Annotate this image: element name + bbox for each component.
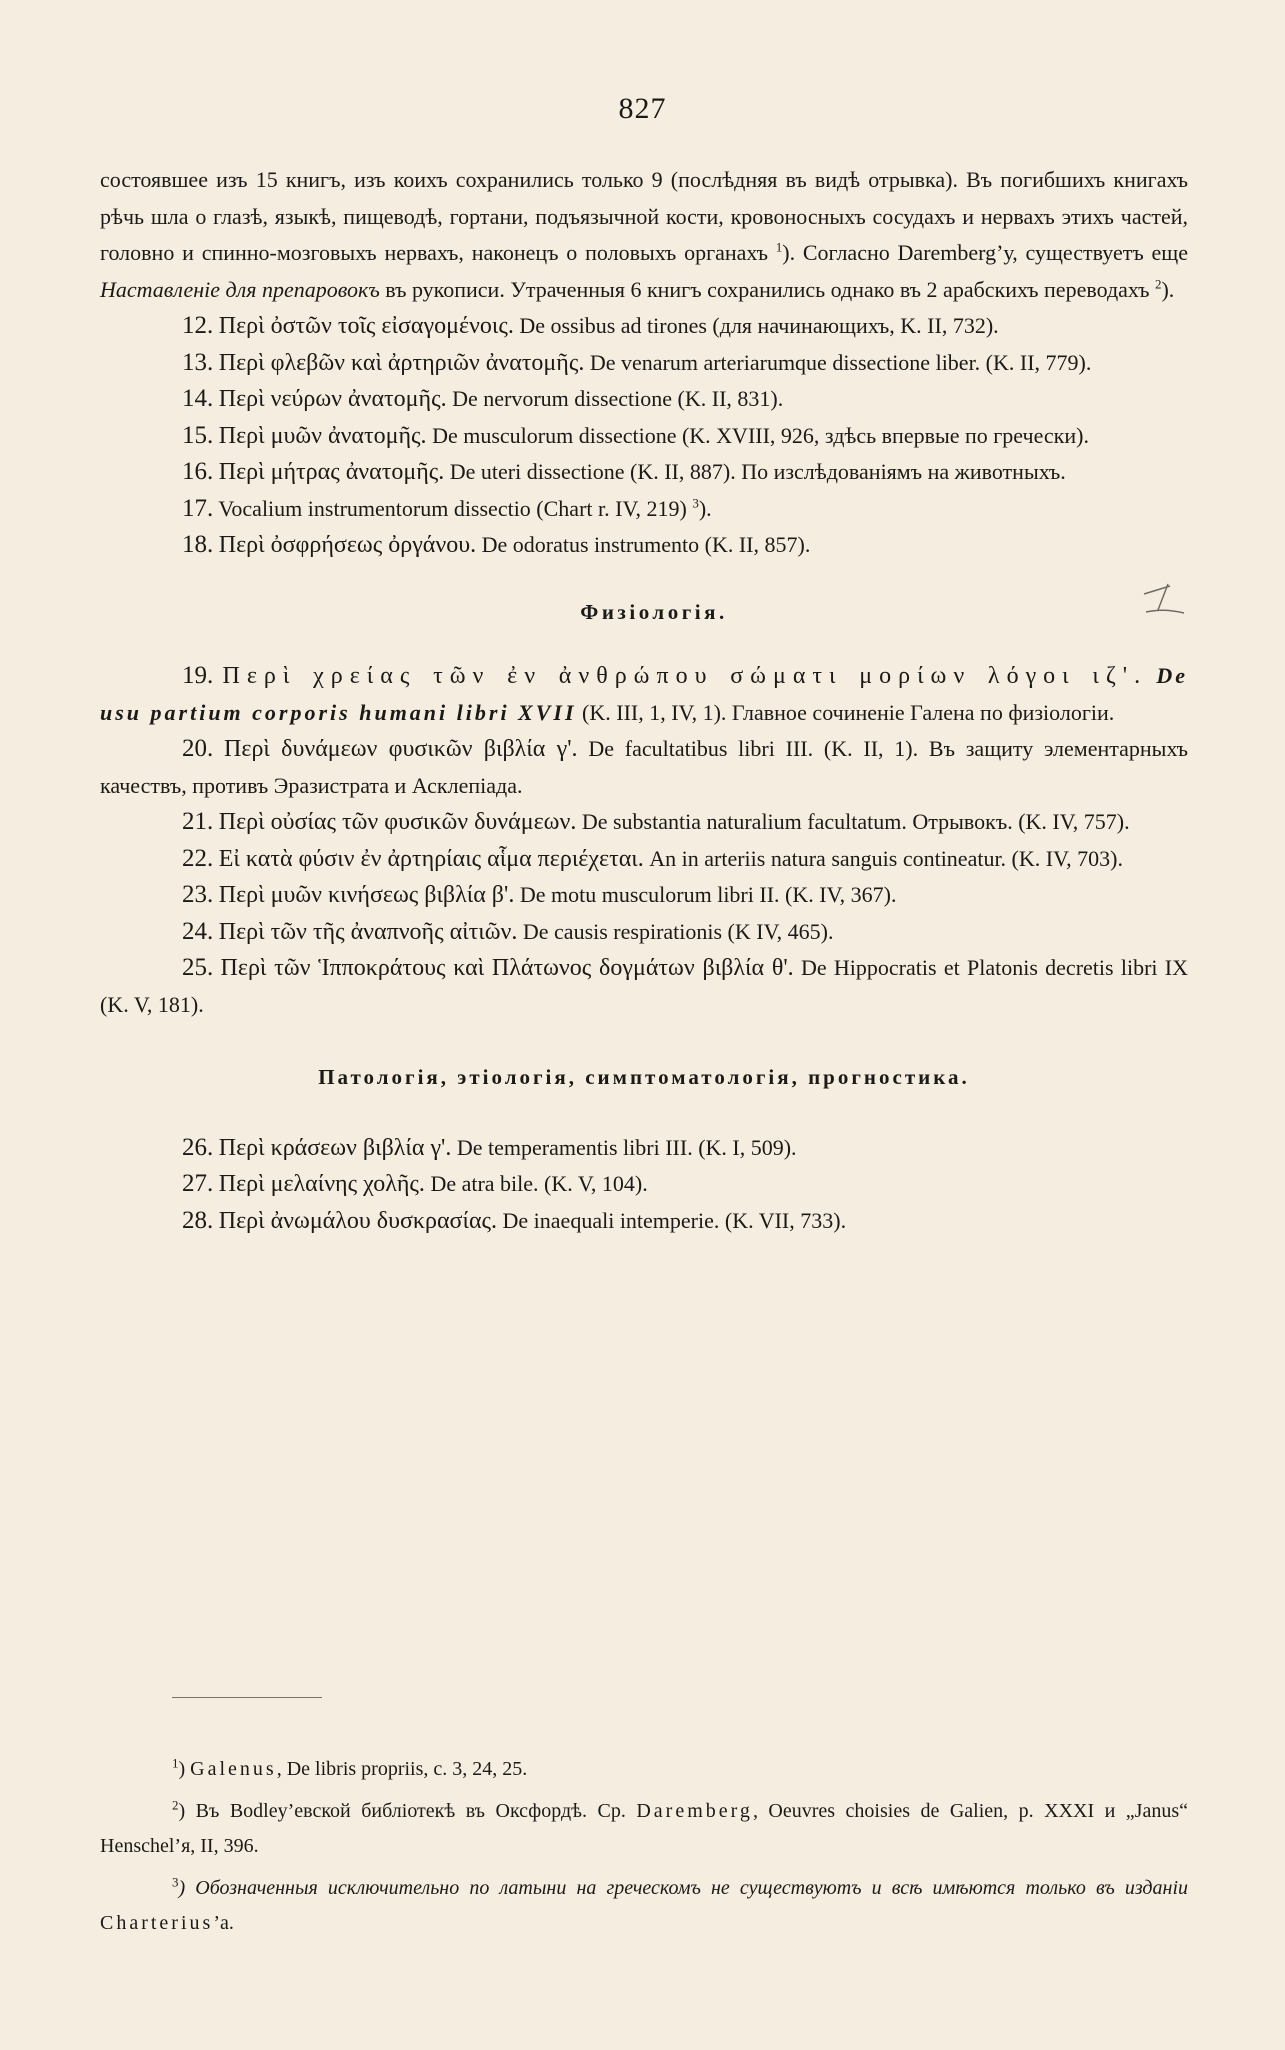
page-number: 827 bbox=[618, 92, 667, 125]
latin-title: De odoratus instrumento (K. II, 857). bbox=[481, 532, 811, 557]
entry-26: 26. Περὶ κράσεων βιβλία γ'. De temperamentis libri III. (K. I, 509). bbox=[182, 1133, 797, 1161]
latin-title: De usu partium corporis humani libri XVII bbox=[100, 663, 1189, 725]
entry-14: 14. Περὶ νεύρων ἀνατομῆς. De nervorum dissectione (K. II, 831). bbox=[182, 385, 784, 412]
latin-title: An in arteriis natura sanguis contineatur. (K. IV, 703). bbox=[649, 845, 1123, 871]
greek-title: Περὶ μήτρας ἀνατομῆς. bbox=[218, 459, 445, 485]
greek-title: Περὶ τῶν τῆς ἀναπνοῆς αἰτιῶν. bbox=[218, 918, 518, 945]
entry-20: 20. Περὶ δυνάμεων φυσικῶν βιβλία γ'. De facultatibus libri III. (K. II, 1). Въ защиту элементарныхъ качествъ, противъ Эразистрата и Асклепіада. bbox=[100, 735, 1189, 798]
greek-title: Περὶ νεύρων ἀνατομῆς. bbox=[218, 386, 447, 412]
latin-title: De motu musculorum libri II. (K. IV, 367). bbox=[519, 882, 897, 907]
latin-title: De ossibus ad tirones (для начинающихъ, K. II, 732). bbox=[519, 313, 999, 338]
latin-title: De musculorum dissectione (K. XVIII, 926, здѣсь впервые по гречески). bbox=[432, 422, 1089, 448]
section-heading-physiology: Физіологія. bbox=[100, 594, 1188, 631]
greek-title: Περὶ κράσεων βιβλία γ'. bbox=[218, 1134, 452, 1161]
footnote-ref-2[interactable]: 2 bbox=[1154, 276, 1162, 292]
greek-title: Περὶ ἀνωμάλου δυσκρασίας. bbox=[218, 1207, 498, 1234]
section-heading-pathology: Патологія, этіологія, симптоматологія, прогностика. bbox=[318, 1065, 970, 1089]
entry-28: 28. Περὶ ἀνωμάλου δυσκρασίας. De inaequali intemperie. (K. VII, 733). bbox=[182, 1206, 847, 1234]
greek-title: Περὶ οὐσίας τῶν φυσικῶν δυνάμεων. bbox=[218, 809, 577, 835]
intro-paragraph: состоявшее изъ 15 книгъ, изъ коихъ сохранились только 9 (послѣдняя въ видѣ отрывка). Въ погибшихъ книгахъ рѣчь шла о глазѣ, языкѣ, пищеводѣ, гортани, подъязычной кости, кровоносныхъ сосудахъ и нервахъ этихъ частей, головно и спинно-мозговыхъ нервахъ, наконецъ о половыхъ органахъ $^1$). Согласно Daremberg’у, существуетъ еще Наставленіе для препаровокъ въ рукописи. Утраченныя 6 книгъ сохранились однако въ 2 арабскихъ переводахъ $^2$). bbox=[100, 167, 1188, 302]
latin-title: De atra bile. (K. V, 104). bbox=[430, 1171, 648, 1196]
greek-title: Περὶ φλεβῶν καὶ ἀρτηριῶν ἀνατομῆς. bbox=[218, 349, 585, 376]
latin-title: De nervorum dissectione (K. II, 831). bbox=[452, 386, 784, 411]
pencil-mark-icon bbox=[1140, 580, 1188, 620]
footnote-3: $^3$) Обозначенныя исключительно по латыни на греческомъ не существуютъ и всѣ имѣются только въ изданіи Charterius’а. bbox=[100, 1874, 1188, 1934]
latin-title: De facultatibus libri III. (K. II, 1). Въ защиту элементарныхъ качествъ, противъ Эразистрата и Асклепіада. bbox=[100, 736, 1189, 798]
entry-21: 21. Περὶ οὐσίας τῶν φυσικῶν δυνάμεων. De substantia naturalium facultatum. Отрывокъ. (K. IV, 757). bbox=[182, 808, 1130, 835]
latin-title: De Hippocratis et Platonis decretis libri IX (K. V, 181). bbox=[100, 955, 1189, 1017]
entry-15: 15. Περὶ μυῶν ἀνατομῆς. De musculorum dissectione (K. XVIII, 926, здѣсь впервые по гречески). bbox=[182, 421, 1089, 449]
latin-title: De uteri dissectione (K. II, 887). По изслѣдованіямъ на животныхъ. bbox=[449, 459, 1066, 484]
entry-19: 19. Περὶ χρείας τῶν ἐν ἀνθρώπου σώματι μορίων λόγοι ιζ'. De usu partium corporis humani libri XVII (K. III, 1, IV, 1). Главное сочиненіе Галена по физіологіи. bbox=[100, 662, 1189, 725]
footnote-ref-3[interactable]: 3 bbox=[692, 495, 699, 511]
greek-title: Περὶ χρείας τῶν ἐν ἀνθρώπου σώματι μορίων λόγοι ιζ'. bbox=[222, 663, 1148, 689]
entry-27: 27. Περὶ μελαίνης χολῆς. De atra bile. (K. V, 104). bbox=[182, 1170, 648, 1197]
latin-title: De inaequali intemperie. (K. VII, 733). bbox=[502, 1207, 847, 1233]
latin-title: Vocalium instrumentorum dissectio (Chart r. IV, 219) bbox=[218, 495, 693, 521]
greek-title: Περὶ ὀσφρήσεως ὀργάνου. bbox=[218, 532, 477, 558]
greek-title: Περὶ μελαίνης χολῆς. bbox=[218, 1171, 425, 1197]
entry-24: 24. Περὶ τῶν τῆς ἀναπνοῆς αἰτιῶν. De causis respirationis (K IV, 465). bbox=[182, 917, 834, 945]
greek-title: Περὶ τῶν Ἱπποκράτους καὶ Πλάτωνος δογμάτων βιβλία θ'. bbox=[220, 955, 794, 981]
entry-25: 25. Περὶ τῶν Ἱπποκράτους καὶ Πλάτωνος δογμάτων βιβλία θ'. De Hippocratis et Platonis decretis libri IX (K. V, 181). bbox=[100, 954, 1189, 1017]
greek-title: Περὶ μυῶν κινήσεως βιβλία β'. bbox=[218, 882, 515, 908]
entry-23: 23. Περὶ μυῶν κινήσεως βιβλία β'. De motu musculorum libri II. (K. IV, 367). bbox=[182, 881, 897, 908]
entry-18: 18. Περὶ ὀσφρήσεως ὀργάνου. De odoratus instrumento (K. II, 857). bbox=[182, 531, 811, 558]
italic-title: Наставленіе для препаровокъ bbox=[100, 276, 380, 302]
entry-16: 16. Περὶ μήτρας ἀνατομῆς. De uteri dissectione (K. II, 887). По изслѣдованіямъ на животныхъ. bbox=[182, 458, 1066, 485]
footnote-ref-1[interactable]: 1 bbox=[775, 239, 783, 255]
greek-title: Περὶ δυνάμεων φυσικῶν βιβλία γ'. bbox=[224, 736, 578, 762]
main-text bbox=[100, 162, 1188, 1239]
greek-title: Περὶ ὀστῶν τοῖς εἰσαγομένοις. bbox=[218, 313, 514, 339]
footnote-divider bbox=[172, 1697, 322, 1698]
latin-title: De substantia naturalium facultatum. Отрывокъ. (K. IV, 757). bbox=[581, 809, 1130, 834]
latin-title: De causis respirationis (K IV, 465). bbox=[522, 918, 834, 944]
latin-title: De temperamentis libri III. (K. I, 509). bbox=[456, 1134, 797, 1160]
footnotes bbox=[100, 1752, 1188, 1948]
entry-12: 12. Περὶ ὀστῶν τοῖς εἰσαγομένοις. De ossibus ad tirones (для начинающихъ, K. II, 732). bbox=[182, 312, 999, 339]
greek-title: Περὶ μυῶν ἀνατομῆς. bbox=[218, 422, 427, 449]
entry-22: 22. Εἰ κατὰ φύσιν ἐν ἀρτηρίαις αἷμα περιέχεται. An in arteriis natura sanguis contineatur. (K. IV, 703). bbox=[182, 844, 1123, 872]
latin-title: De venarum arteriarumque dissectione liber. (K. II, 779). bbox=[589, 349, 1092, 375]
greek-title: Εἰ κατὰ φύσιν ἐν ἀρτηρίαις αἷμα περιέχεται. bbox=[218, 845, 644, 872]
footnote-2: $^2$) Въ Bodley’евской библіотекѣ въ Оксфордѣ. Ср. Daremberg, Oeuvres choisies de Galien, p. XXXI и „Janus“ Henschel’я, II, 396. bbox=[100, 1797, 1188, 1857]
entry-13: 13. Περὶ φλεβῶν καὶ ἀρτηριῶν ἀνατομῆς. De venarum arteriarumque dissectione liber. (K. II, 779). bbox=[182, 348, 1092, 376]
entry-17: 17. Vocalium instrumentorum dissectio (Chart r. IV, 219) $^3$). bbox=[182, 494, 712, 522]
footnote-1: $^1$) Galenus, De libris propriis, c. 3, 24, 25. bbox=[172, 1755, 528, 1780]
